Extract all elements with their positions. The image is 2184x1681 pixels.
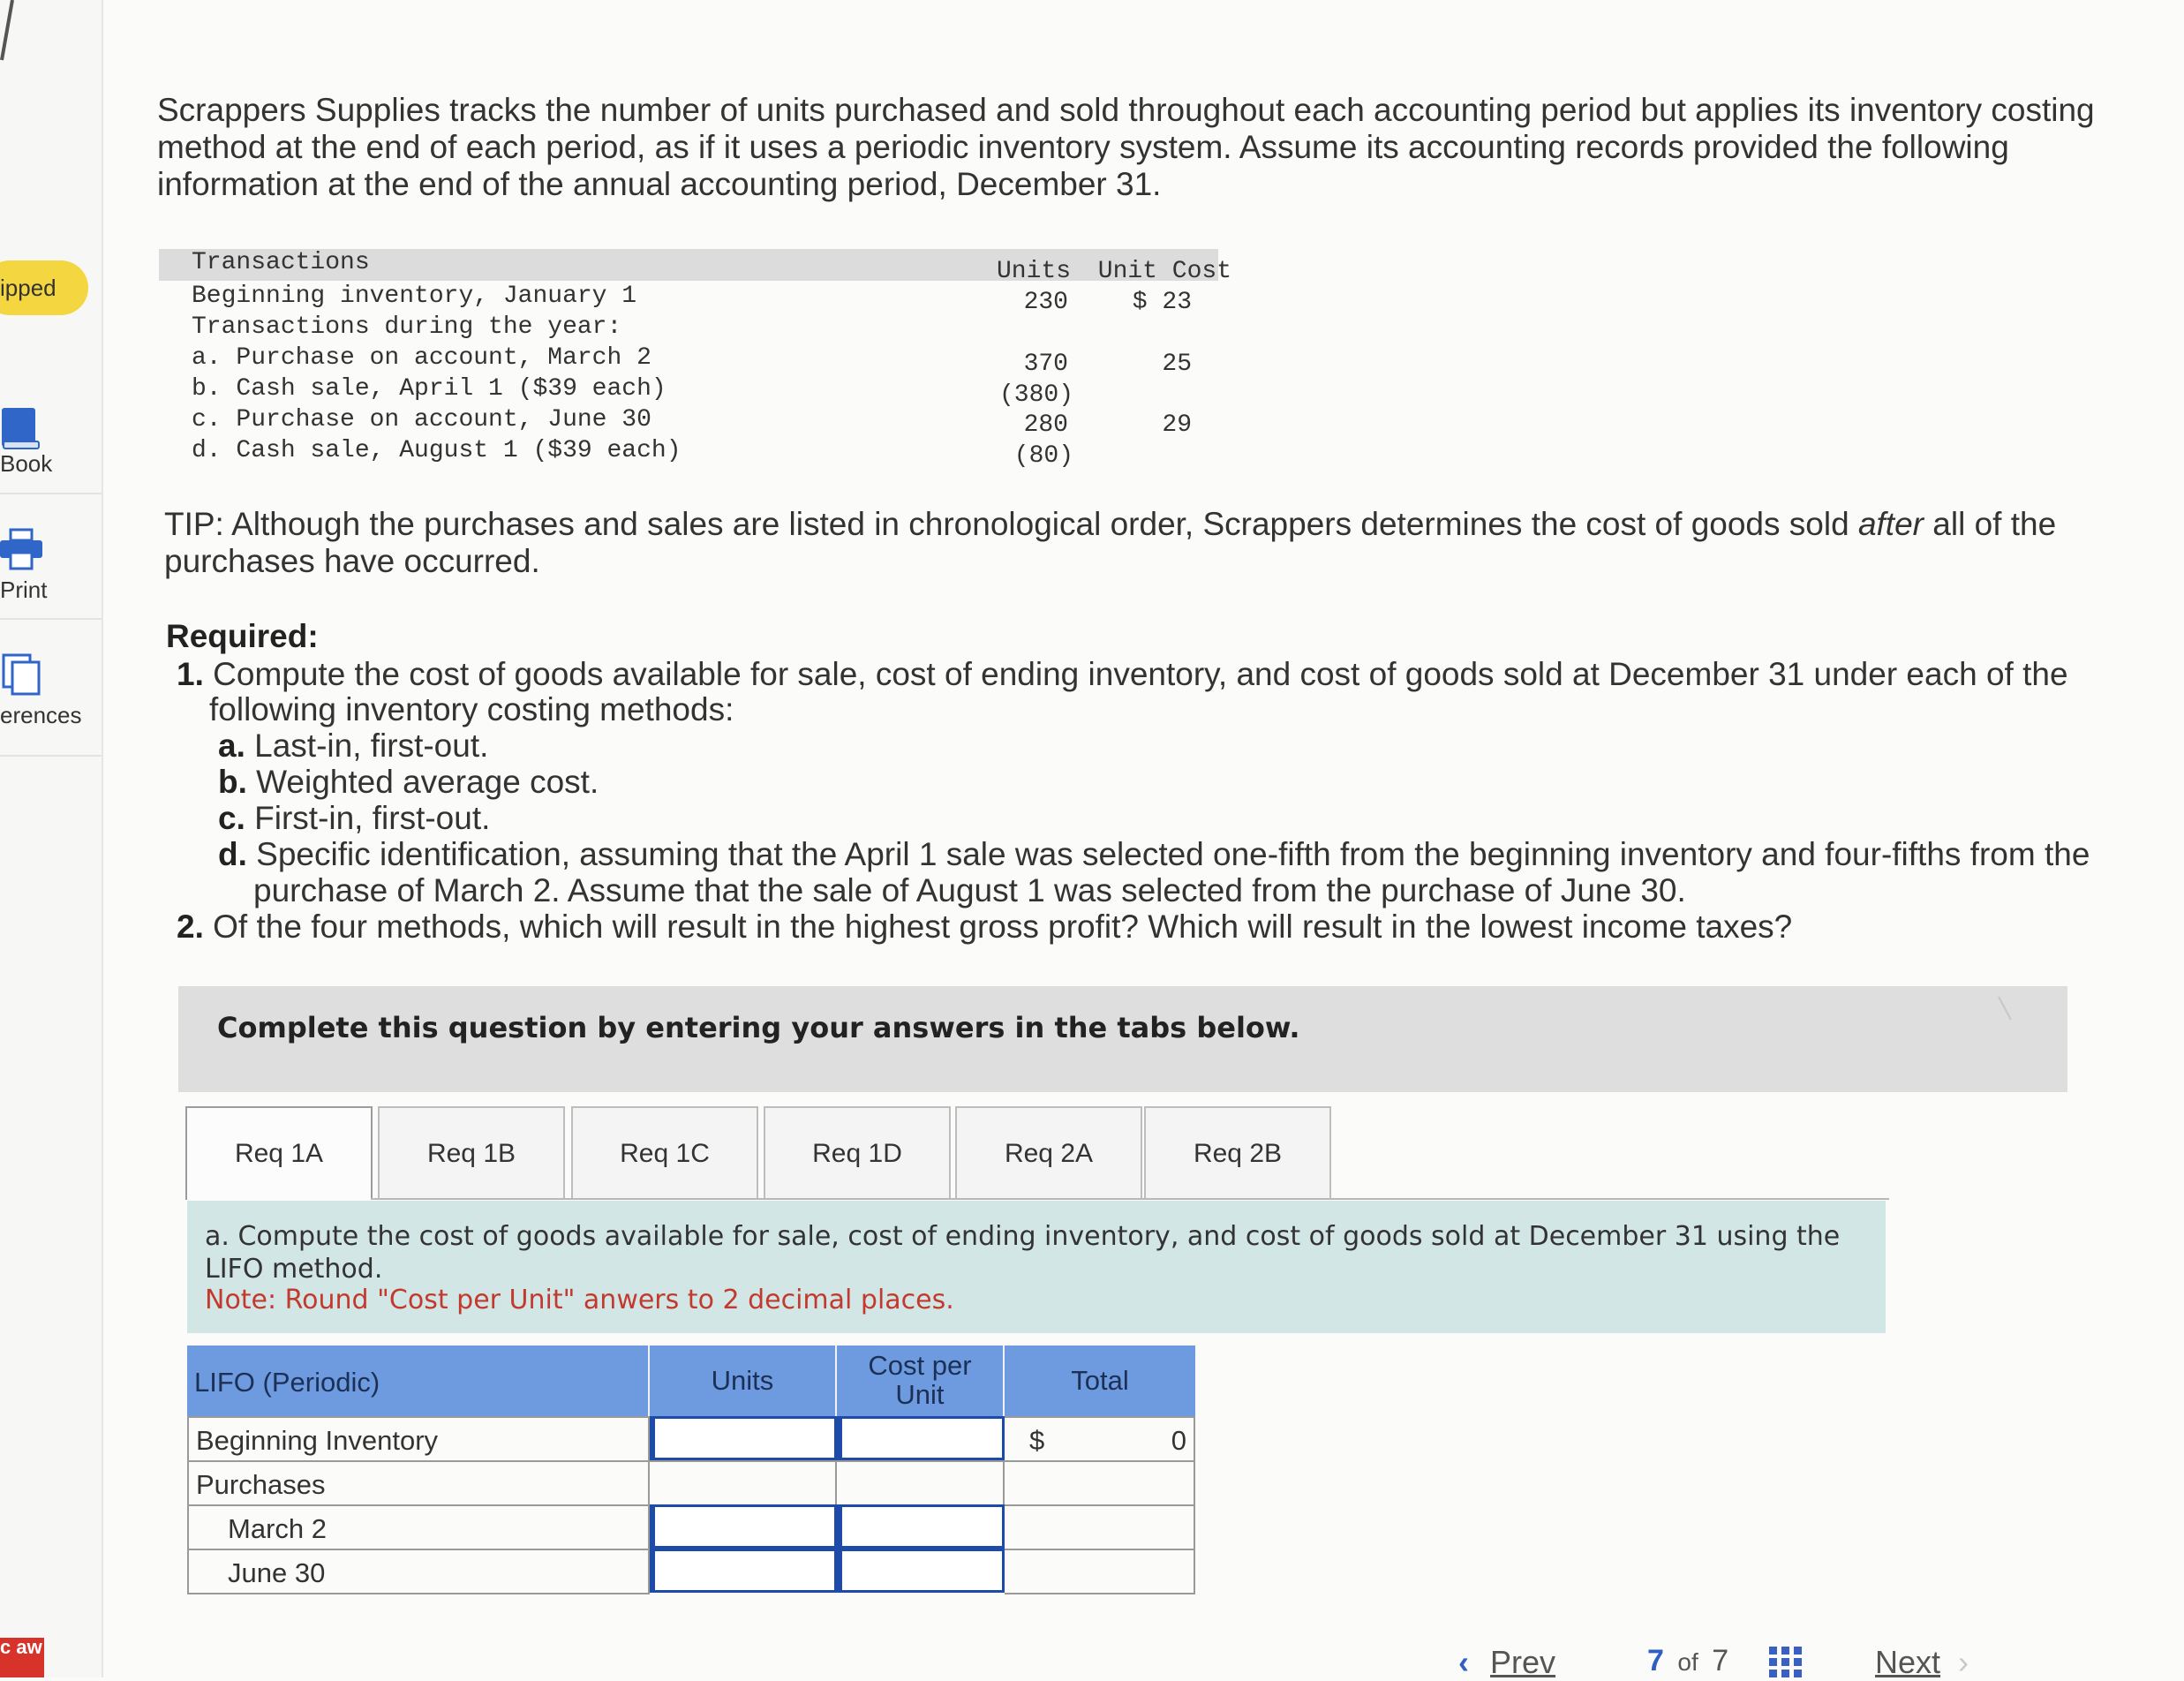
transaction-label: c. Purchase on account, June 30 bbox=[192, 406, 651, 433]
tip-emphasis: after bbox=[1857, 506, 1924, 542]
page-total: 7 bbox=[1712, 1644, 1729, 1677]
table-row-label bbox=[187, 1416, 650, 1460]
tab-req-1d[interactable]: Req 1D bbox=[764, 1106, 951, 1200]
beginning-units-input[interactable] bbox=[650, 1416, 837, 1460]
method-a bbox=[218, 727, 488, 765]
page-indicator bbox=[1647, 1644, 1728, 1678]
transactions-heading: Transactions bbox=[192, 249, 370, 276]
references-button[interactable] bbox=[0, 652, 102, 731]
table-row-label bbox=[187, 1549, 650, 1594]
requirement-text: Compute the cost of goods available for sale, cost of ending inventory, and cost of goods sold at December 31 under each of the bbox=[213, 656, 2068, 692]
requirement-2 bbox=[177, 908, 1792, 946]
transaction-units: 230 bbox=[1023, 289, 1068, 316]
transaction-cost: 25 bbox=[1162, 351, 1192, 378]
transaction-label: d. Cash sale, August 1 ($39 each) bbox=[192, 437, 682, 464]
chevron-right-icon: › bbox=[1958, 1644, 1969, 1680]
tip-prefix: TIP: Although the purchases and sales are listed in chronological order, Scrappers determines the cost of goods sold bbox=[164, 506, 1858, 542]
tip-suffix: all of the purchases have occurred. bbox=[164, 506, 2057, 579]
next-label: Next bbox=[1875, 1644, 1941, 1680]
purchases-units-cell bbox=[650, 1460, 837, 1504]
problem-intro: Scrappers Supplies tracks the number of units purchased and sold throughout each accounting period but applies its inventory costing method at the end of each period, as if it uses a periodic inventory system. Assume its accounting records provided the following information at the end of the annual accounting period, December 31. bbox=[157, 92, 2095, 202]
left-sidebar bbox=[0, 0, 103, 1677]
method-text: Last-in, first-out. bbox=[254, 727, 489, 764]
tab-req-1a[interactable]: Req 1A bbox=[185, 1106, 373, 1200]
required-heading: Required: bbox=[166, 618, 319, 654]
references-label: erences bbox=[0, 702, 82, 728]
tip-text bbox=[164, 506, 2062, 580]
june-cost-input[interactable] bbox=[837, 1549, 1005, 1593]
print-label: Print bbox=[0, 577, 48, 603]
purchases-cost-cell bbox=[837, 1460, 1005, 1504]
print-button[interactable] bbox=[0, 528, 102, 607]
header-units-text: Units bbox=[711, 1365, 774, 1396]
march-units-input[interactable] bbox=[650, 1504, 837, 1549]
instruction-text: a. Compute the cost of goods available for sale, cost of ending inventory, and cost of goods sold at December 31 using the LIFO method. bbox=[205, 1221, 1841, 1285]
beginning-cost-input[interactable] bbox=[837, 1416, 1005, 1460]
tab-baseline bbox=[371, 1198, 1889, 1200]
transaction-cost: 29 bbox=[1162, 411, 1192, 439]
total-value: 0 bbox=[1171, 1425, 1186, 1456]
method-letter: a. bbox=[218, 727, 245, 764]
transaction-label: b. Cash sale, April 1 ($39 each) bbox=[192, 375, 666, 403]
header-units bbox=[650, 1346, 837, 1416]
printer-icon bbox=[0, 528, 46, 578]
method-letter: d. bbox=[218, 836, 247, 872]
skipped-badge[interactable]: ipped bbox=[0, 260, 88, 315]
method-letter: c. bbox=[218, 800, 245, 836]
requirement-number: 1. bbox=[177, 656, 204, 692]
table-row-label bbox=[187, 1460, 650, 1504]
sidebar-divider bbox=[0, 493, 102, 494]
method-b bbox=[218, 764, 599, 801]
purchases-total-cell bbox=[1005, 1460, 1195, 1504]
transaction-label: Beginning inventory, January 1 bbox=[192, 283, 637, 310]
transaction-label: a. Purchase on account, March 2 bbox=[192, 344, 651, 372]
row-label-text: Purchases bbox=[196, 1469, 326, 1500]
method-d-cont: purchase of March 2. Assume that the sale of August 1 was selected from the purchase of June 30. bbox=[253, 872, 1686, 908]
method-text: First-in, first-out. bbox=[254, 800, 491, 836]
header-cost-line1: Cost per bbox=[868, 1350, 972, 1381]
book-label: Book bbox=[0, 450, 53, 477]
method-text: Specific identification, assuming that the April 1 sale was selected one-fifth from the beginning inventory and four-fifths from the bbox=[256, 836, 2090, 872]
method-c bbox=[218, 800, 490, 837]
beginning-total bbox=[1005, 1416, 1195, 1460]
sidebar-divider bbox=[0, 755, 102, 757]
method-letter: b. bbox=[218, 764, 247, 800]
corner-mark bbox=[0, 0, 14, 62]
page-current: 7 bbox=[1647, 1644, 1664, 1677]
row-label-text: June 30 bbox=[228, 1557, 326, 1588]
rounding-note: Note: Round "Cost per Unit" anwers to 2 decimal places. bbox=[205, 1285, 954, 1315]
tab-req-2a[interactable]: Req 2A bbox=[955, 1106, 1142, 1200]
sidebar-divider bbox=[0, 618, 102, 620]
panel-instruction: Complete this question by entering your answers in the tabs below. bbox=[217, 1011, 1300, 1044]
next-button[interactable] bbox=[1875, 1644, 1969, 1681]
june-units-input[interactable] bbox=[650, 1549, 837, 1593]
page-of: of bbox=[1677, 1648, 1698, 1676]
chevron-icon bbox=[1995, 993, 2015, 1028]
method-text: Weighted average cost. bbox=[256, 764, 599, 800]
transaction-units: 280 bbox=[1023, 411, 1068, 439]
book-icon bbox=[0, 406, 41, 456]
ebook-button[interactable] bbox=[0, 402, 102, 481]
header-label bbox=[187, 1346, 650, 1416]
transaction-units: (80) bbox=[1013, 442, 1073, 470]
units-heading: Units bbox=[996, 258, 1071, 285]
transaction-cost: $ 23 bbox=[1132, 289, 1192, 316]
method-d bbox=[218, 836, 2090, 873]
dollar-sign: $ bbox=[1029, 1425, 1045, 1456]
tab-req-2b[interactable]: Req 2B bbox=[1144, 1106, 1331, 1200]
transaction-label: Transactions during the year: bbox=[192, 313, 622, 341]
requirement-1 bbox=[177, 656, 2068, 693]
grid-view-icon[interactable] bbox=[1769, 1647, 1804, 1678]
unit-cost-heading: Unit Cost bbox=[1097, 258, 1231, 285]
chevron-left-icon: ‹ bbox=[1458, 1644, 1469, 1680]
lifo-table bbox=[187, 1346, 1195, 1600]
brand-logo: c aw bbox=[0, 1638, 44, 1677]
table-row-label bbox=[187, 1504, 650, 1549]
tab-req-1c[interactable]: Req 1C bbox=[571, 1106, 758, 1200]
header-cost-per-unit bbox=[837, 1346, 1005, 1416]
transaction-units: (380) bbox=[998, 381, 1073, 409]
requirement-1-cont: following inventory costing methods: bbox=[209, 691, 734, 727]
references-icon bbox=[0, 652, 44, 704]
march-total-cell bbox=[1005, 1504, 1195, 1549]
header-cost-line2: Unit bbox=[895, 1379, 945, 1410]
june-total-cell bbox=[1005, 1549, 1195, 1594]
row-label-text: Beginning Inventory bbox=[196, 1425, 439, 1456]
transaction-units: 370 bbox=[1023, 351, 1068, 378]
row-label-text: March 2 bbox=[228, 1513, 327, 1544]
prev-label: Prev bbox=[1490, 1644, 1556, 1680]
requirement-text: Of the four methods, which will result in the highest gross profit? Which will result in the lowest income taxes? bbox=[213, 908, 1793, 945]
header-label-text: LIFO (Periodic) bbox=[194, 1367, 380, 1398]
header-total bbox=[1005, 1346, 1195, 1416]
requirement-number: 2. bbox=[177, 908, 204, 945]
march-cost-input[interactable] bbox=[837, 1504, 1005, 1549]
tab-req-1b[interactable]: Req 1B bbox=[378, 1106, 565, 1200]
prev-button[interactable] bbox=[1458, 1644, 1555, 1681]
header-total-text: Total bbox=[1071, 1365, 1129, 1396]
